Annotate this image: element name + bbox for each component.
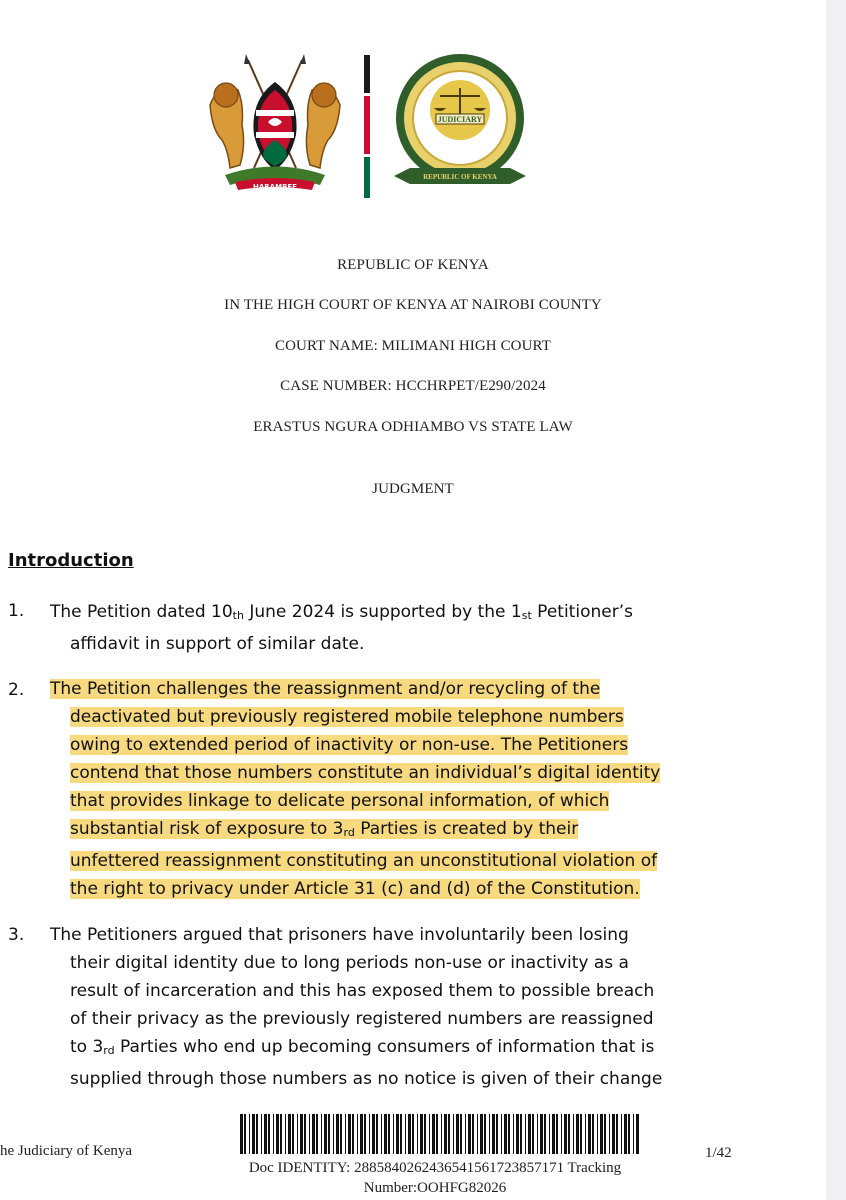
barcode-bar bbox=[424, 1114, 426, 1154]
barcode-bar bbox=[573, 1114, 574, 1154]
heading-court-name: COURT NAME: MILIMANI HIGH COURT bbox=[274, 338, 551, 354]
barcode-bar bbox=[525, 1114, 526, 1154]
seal-ribbon-text: REPUBLIC OF KENYA bbox=[423, 173, 497, 181]
barcode-bar bbox=[568, 1114, 570, 1154]
barcode-bar bbox=[561, 1114, 562, 1154]
barcode-bar bbox=[273, 1114, 274, 1154]
barcode-bar bbox=[393, 1114, 394, 1154]
coat-of-arms-emblem bbox=[200, 50, 350, 200]
barcode-bar bbox=[360, 1114, 363, 1154]
barcode-bar bbox=[624, 1114, 627, 1154]
paragraph-number: 3. bbox=[8, 925, 25, 945]
barcode-bar bbox=[261, 1114, 262, 1154]
barcode-bar bbox=[612, 1114, 615, 1154]
barcode-bar bbox=[276, 1114, 279, 1154]
barcode-bar bbox=[501, 1114, 502, 1154]
barcode-bar bbox=[309, 1114, 310, 1154]
svg-text:HARAMBEE: HARAMBEE bbox=[253, 183, 297, 191]
barcode-bar bbox=[280, 1114, 282, 1154]
barcode-bar bbox=[576, 1114, 579, 1154]
barcode-bar bbox=[489, 1114, 490, 1154]
barcode-bar bbox=[532, 1114, 534, 1154]
barcode-bar bbox=[484, 1114, 486, 1154]
section-title-introduction: Introduction bbox=[8, 550, 134, 571]
barcode bbox=[240, 1114, 640, 1154]
paragraph-line: The Petition challenges the reassignment and/or recycling of the bbox=[50, 679, 601, 699]
paragraph-line: contend that those numbers constitute an individual’s digital identity bbox=[70, 763, 661, 783]
paragraph-line: the right to privacy under Article 31 (c) and (d) of the Constitution. bbox=[70, 879, 640, 899]
barcode-bar bbox=[429, 1114, 430, 1154]
paragraph-line: result of incarceration and this has exposed them to possible breach bbox=[70, 981, 655, 1001]
page-number: 1/42 bbox=[705, 1145, 732, 1161]
barcode-bar bbox=[364, 1114, 366, 1154]
barcode-bar bbox=[508, 1114, 510, 1154]
barcode-bar bbox=[381, 1114, 382, 1154]
barcode-bar bbox=[468, 1114, 471, 1154]
paragraph-number: 1. bbox=[8, 601, 25, 621]
barcode-bar bbox=[544, 1114, 546, 1154]
barcode-bar bbox=[604, 1114, 606, 1154]
heading-judgment: JUDGMENT bbox=[372, 481, 454, 497]
barcode-bar bbox=[412, 1114, 414, 1154]
barcode-bar bbox=[264, 1114, 267, 1154]
barcode-bar bbox=[420, 1114, 423, 1154]
barcode-bar bbox=[516, 1114, 519, 1154]
barcode-bar bbox=[340, 1114, 342, 1154]
barcode-bar bbox=[492, 1114, 495, 1154]
barcode-bar bbox=[300, 1114, 303, 1154]
barcode-bar bbox=[345, 1114, 346, 1154]
barcode-bar bbox=[537, 1114, 538, 1154]
barcode-bar bbox=[417, 1114, 418, 1154]
barcode-bar bbox=[465, 1114, 466, 1154]
barcode-bar bbox=[477, 1114, 478, 1154]
barcode-bar bbox=[372, 1114, 375, 1154]
barcode-bar bbox=[600, 1114, 603, 1154]
barcode-bar bbox=[580, 1114, 582, 1154]
barcode-bar bbox=[388, 1114, 390, 1154]
barcode-bar bbox=[297, 1114, 298, 1154]
flag-divider bbox=[364, 55, 370, 198]
barcode-bar bbox=[616, 1114, 618, 1154]
barcode-bar bbox=[304, 1114, 306, 1154]
heading-parties: ERASTUS NGURA ODHIAMBO VS STATE LAW bbox=[253, 419, 573, 435]
barcode-bar bbox=[513, 1114, 514, 1154]
heading-court: IN THE HIGH COURT OF KENYA AT NAIROBI COUNTY bbox=[224, 297, 602, 313]
barcode-bar bbox=[441, 1114, 442, 1154]
barcode-bar bbox=[400, 1114, 402, 1154]
barcode-bar bbox=[520, 1114, 522, 1154]
barcode-bar bbox=[408, 1114, 411, 1154]
barcode-bar bbox=[528, 1114, 531, 1154]
tracking-number-text: Number:OOHFG82026 bbox=[363, 1180, 507, 1196]
barcode-bar bbox=[556, 1114, 558, 1154]
barcode-bar bbox=[312, 1114, 315, 1154]
barcode-bar bbox=[549, 1114, 550, 1154]
barcode-bar bbox=[352, 1114, 354, 1154]
paragraph-line: supplied through those numbers as no notice is given of their change bbox=[70, 1069, 663, 1089]
barcode-bar bbox=[460, 1114, 462, 1154]
footer-document-identity bbox=[200, 1158, 670, 1198]
heading-republic: REPUBLIC OF KENYA bbox=[337, 257, 489, 273]
paragraph-line: of their privacy as the previously registered numbers are reassigned bbox=[70, 1009, 654, 1029]
barcode-bar bbox=[432, 1114, 435, 1154]
barcode-bar bbox=[328, 1114, 330, 1154]
barcode-bar bbox=[472, 1114, 474, 1154]
barcode-bar bbox=[564, 1114, 567, 1154]
barcode-bar bbox=[405, 1114, 406, 1154]
barcode-bar bbox=[357, 1114, 358, 1154]
paragraph-line: The Petitioners argued that prisoners have involuntarily been losing bbox=[50, 925, 629, 945]
barcode-bar bbox=[285, 1114, 286, 1154]
barcode-bar bbox=[336, 1114, 339, 1154]
paragraph-2 bbox=[50, 675, 750, 903]
barcode-bar bbox=[249, 1114, 250, 1154]
barcode-bar bbox=[444, 1114, 447, 1154]
paragraph-number: 2. bbox=[8, 680, 25, 700]
barcode-bar bbox=[448, 1114, 450, 1154]
barcode-bar bbox=[436, 1114, 438, 1154]
paragraph-1 bbox=[50, 598, 750, 658]
barcode-bar bbox=[456, 1114, 459, 1154]
barcode-bar bbox=[240, 1114, 243, 1154]
paragraph-line: deactivated but previously registered mobile telephone numbers bbox=[70, 707, 624, 727]
barcode-bar bbox=[592, 1114, 594, 1154]
doc-identity-text: Doc IDENTITY: 288584026243654156172385717​1 Tracking bbox=[248, 1160, 622, 1176]
barcode-bar bbox=[369, 1114, 370, 1154]
paragraph-line: The Petition dated $10_{th}$ June 2024 is supported by the $1_{st}$ Petitioner’s bbox=[50, 602, 633, 622]
barcode-bar bbox=[453, 1114, 454, 1154]
seal-banner-text: JUDICIARY bbox=[437, 115, 483, 124]
paragraph-3 bbox=[50, 921, 750, 1093]
paragraph-line: to $3_{rd}$ Parties who end up becoming consumers of information that is bbox=[70, 1037, 655, 1057]
barcode-bar bbox=[244, 1114, 246, 1154]
barcode-bar bbox=[288, 1114, 291, 1154]
barcode-bar bbox=[496, 1114, 498, 1154]
barcode-bar bbox=[609, 1114, 610, 1154]
barcode-bar bbox=[588, 1114, 591, 1154]
page-edge bbox=[826, 0, 846, 1200]
barcode-bar bbox=[504, 1114, 507, 1154]
barcode-bar bbox=[292, 1114, 294, 1154]
barcode-bar bbox=[633, 1114, 634, 1154]
barcode-bar bbox=[384, 1114, 387, 1154]
barcode-bar bbox=[597, 1114, 598, 1154]
barcode-bar bbox=[628, 1114, 630, 1154]
barcode-bar bbox=[552, 1114, 555, 1154]
barcode-bar bbox=[252, 1114, 255, 1154]
barcode-bar bbox=[585, 1114, 586, 1154]
paragraph-line: substantial risk of exposure to $3_{rd}$ Parties is created by their bbox=[70, 819, 579, 839]
barcode-bar bbox=[621, 1114, 622, 1154]
barcode-bar bbox=[324, 1114, 327, 1154]
barcode-bar bbox=[333, 1114, 334, 1154]
barcode-bar bbox=[480, 1114, 483, 1154]
barcode-bar bbox=[540, 1114, 543, 1154]
paragraph-line: that provides linkage to delicate personal information, of which bbox=[70, 791, 610, 811]
barcode-bar bbox=[256, 1114, 258, 1154]
barcode-bar bbox=[316, 1114, 318, 1154]
judiciary-seal bbox=[390, 50, 530, 200]
footer-judiciary-label: he Judiciary of Kenya bbox=[0, 1143, 133, 1159]
barcode-bar bbox=[376, 1114, 378, 1154]
heading-case-number: CASE NUMBER: HCCHRPET/E290/2024 bbox=[280, 378, 546, 394]
paragraph-line: owing to extended period of inactivity or non-use. The Petitioners bbox=[70, 735, 629, 755]
barcode-bar bbox=[636, 1114, 639, 1154]
barcode-bar bbox=[321, 1114, 322, 1154]
paragraph-line: affidavit in support of similar date. bbox=[70, 634, 365, 654]
barcode-bar bbox=[348, 1114, 351, 1154]
barcode-bar bbox=[268, 1114, 270, 1154]
barcode-bar bbox=[396, 1114, 399, 1154]
paragraph-line: their digital identity due to long periods non-use or inactivity as a bbox=[70, 953, 629, 973]
paragraph-line: unfettered reassignment constituting an unconstitutional violation of bbox=[70, 851, 658, 871]
